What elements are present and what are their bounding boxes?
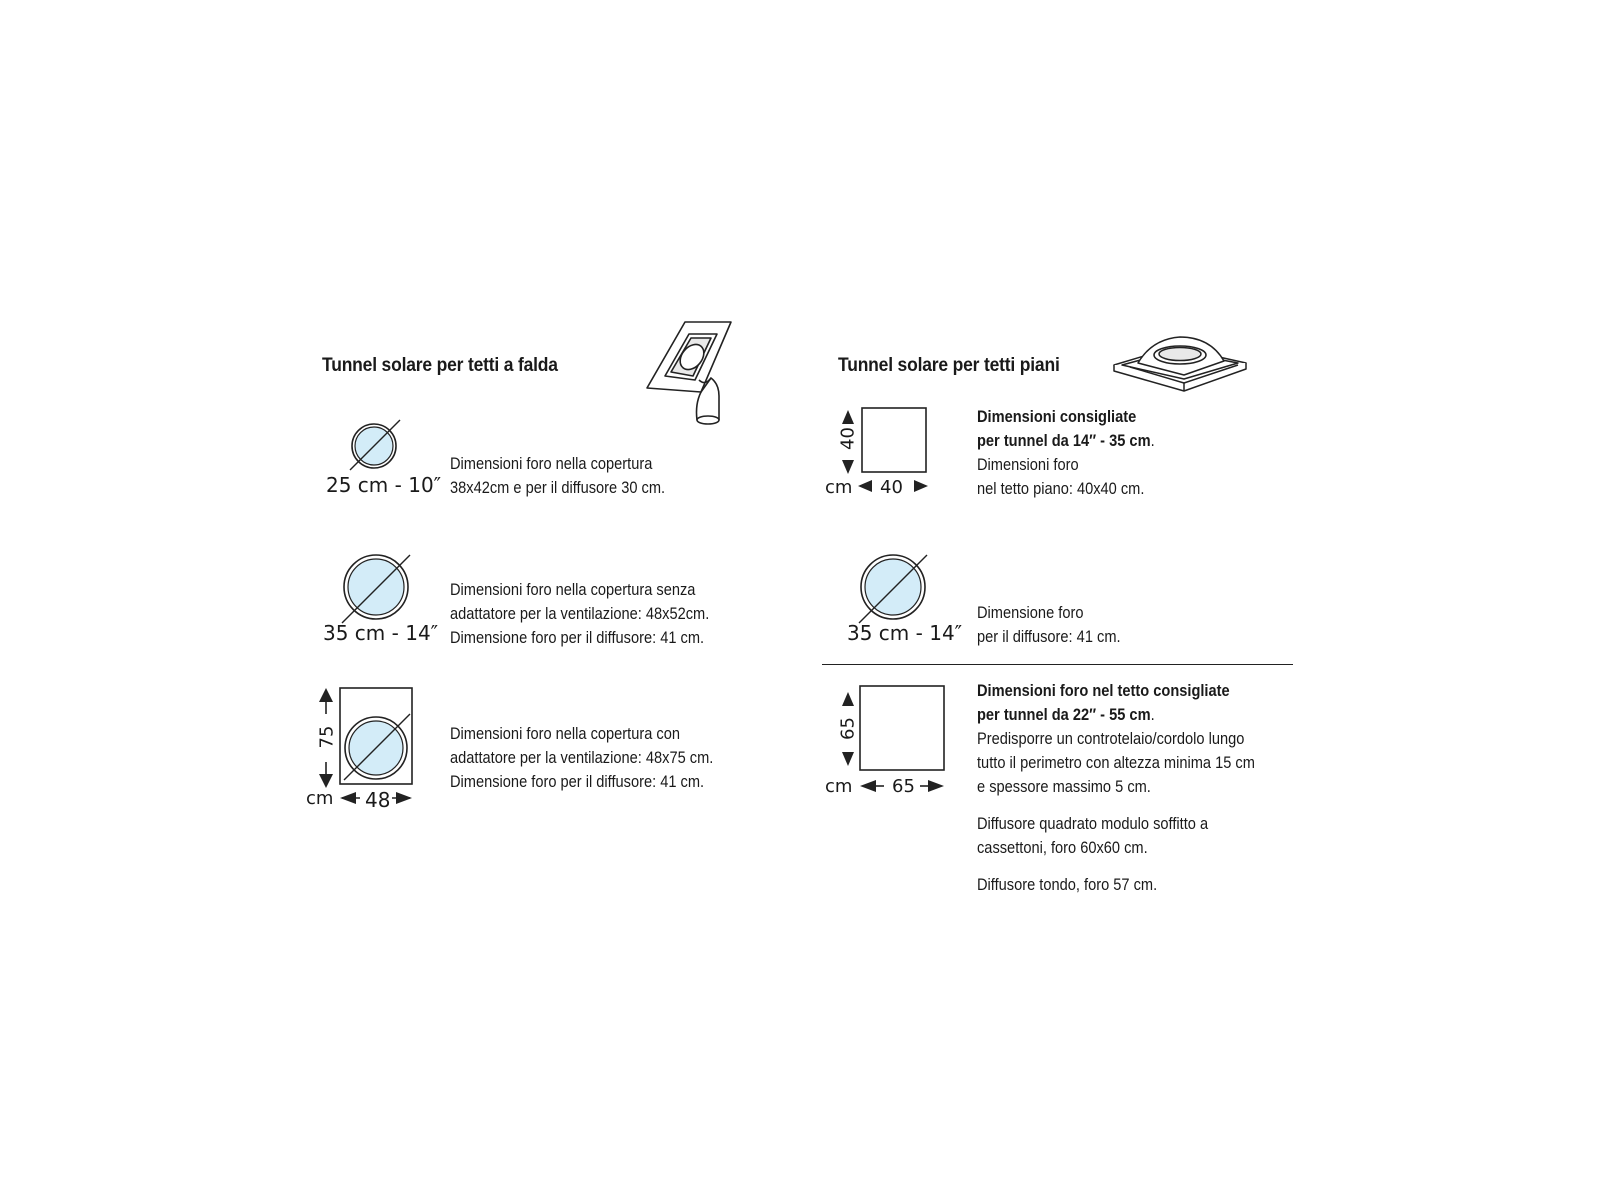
height-label-65: 65 bbox=[837, 717, 859, 740]
desc-line: Dimensioni foro bbox=[977, 455, 1079, 474]
desc-line: tutto il perimetro con altezza minima 15 cm bbox=[977, 753, 1255, 772]
desc-line: Diffusore quadrato modulo soffitto a bbox=[977, 814, 1209, 833]
size-label-35cm: 35 cm - 14″ bbox=[323, 621, 439, 645]
flat-roof-tunnel-icon bbox=[1112, 333, 1248, 401]
desc-48x75 bbox=[450, 722, 713, 794]
pitched-roof-tunnel-icon bbox=[645, 320, 740, 430]
desc-line: adattatore per la ventilazione: 48x52cm. bbox=[450, 604, 710, 623]
round-hole-25cm-icon bbox=[348, 418, 404, 474]
desc-line: Dimensione foro per il diffusore: 41 cm. bbox=[450, 628, 705, 647]
desc-bold-line: Dimensioni foro nel tetto consigliate bbox=[977, 681, 1230, 700]
desc-bold-line: Dimensioni consigliate bbox=[977, 407, 1137, 426]
unit-label-cm: cm bbox=[825, 776, 853, 797]
desc-40x40 bbox=[977, 405, 1155, 501]
desc-65x65 bbox=[977, 679, 1255, 799]
desc-line: Diffusore tondo, foro 57 cm. bbox=[977, 875, 1158, 894]
desc-line: per il diffusore: 41 cm. bbox=[977, 627, 1121, 646]
desc-35cm bbox=[450, 578, 709, 650]
desc-25cm bbox=[450, 452, 665, 500]
desc-line: Dimensione foro per il diffusore: 41 cm. bbox=[450, 772, 705, 791]
desc-square-diffuser bbox=[977, 812, 1208, 860]
desc-line: 38x42cm e per il diffusore 30 cm. bbox=[450, 478, 666, 497]
unit-label-cm: cm bbox=[825, 477, 853, 498]
desc-line: cassettoni, foro 60x60 cm. bbox=[977, 838, 1148, 857]
square-hole-65x65-icon bbox=[836, 686, 946, 796]
height-label-75: 75 bbox=[316, 725, 338, 749]
unit-label-cm: cm bbox=[306, 788, 334, 809]
desc-round-diffuser bbox=[977, 873, 1157, 897]
flat-roof-title: Tunnel solare per tetti piani bbox=[838, 355, 1060, 376]
desc-line: Predisporre un controtelaio/cordolo lungo bbox=[977, 729, 1245, 748]
desc-line: adattatore per la ventilazione: 48x75 cm. bbox=[450, 748, 714, 767]
width-label-48: 48 bbox=[365, 788, 391, 812]
desc-bold-suffix: . bbox=[1150, 431, 1155, 450]
desc-line: Dimensioni foro nella copertura con bbox=[450, 724, 680, 743]
height-label-40: 40 bbox=[837, 427, 859, 450]
desc-bold-line: per tunnel da 14″ - 35 cm bbox=[977, 431, 1151, 450]
width-label-40: 40 bbox=[880, 477, 903, 498]
desc-line: Dimensione foro bbox=[977, 603, 1084, 622]
size-label-35cm-flat: 35 cm - 14″ bbox=[847, 621, 963, 645]
width-label-65: 65 bbox=[892, 776, 915, 797]
desc-bold-line: per tunnel da 22″ - 55 cm bbox=[977, 705, 1151, 724]
desc-diffuser-41 bbox=[977, 601, 1121, 649]
desc-line: Dimensioni foro nella copertura senza bbox=[450, 580, 696, 599]
desc-line: nel tetto piano: 40x40 cm. bbox=[977, 479, 1145, 498]
section-divider bbox=[822, 664, 1293, 665]
round-hole-35cm-icon bbox=[340, 547, 420, 627]
desc-line: Dimensioni foro nella copertura bbox=[450, 454, 653, 473]
desc-line: e spessore massimo 5 cm. bbox=[977, 777, 1151, 796]
desc-bold-suffix: . bbox=[1150, 705, 1155, 724]
size-label-25cm: 25 cm - 10″ bbox=[326, 473, 442, 497]
pitched-roof-title: Tunnel solare per tetti a falda bbox=[322, 355, 558, 376]
round-hole-35cm-diffuser-icon bbox=[857, 547, 937, 627]
